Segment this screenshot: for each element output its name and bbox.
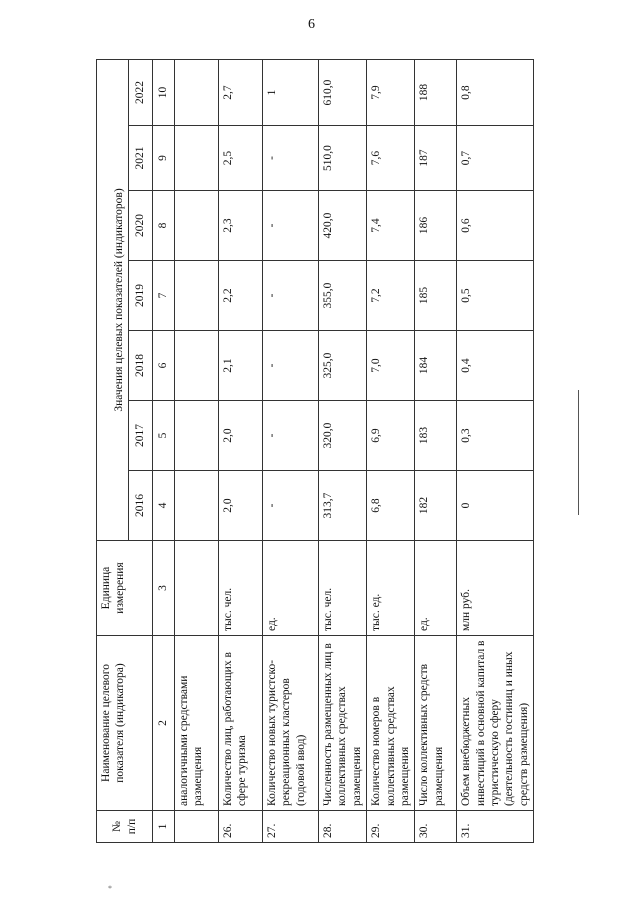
row-value: 7,6: [367, 126, 415, 191]
index-cell: 4: [153, 471, 175, 541]
row-unit: тыс. чел.: [319, 541, 367, 636]
index-row: [153, 59, 175, 842]
row-value: 7,9: [367, 59, 415, 125]
index-cell: 7: [153, 261, 175, 331]
row-value: 7,0: [367, 331, 415, 401]
row-value: 0,8: [457, 59, 534, 125]
index-cell: 2: [153, 636, 175, 811]
table-row: [457, 59, 534, 842]
header-unit: Единица измерения: [97, 541, 153, 636]
row-value: 0,7: [457, 126, 534, 191]
row-value: 355,0: [319, 261, 367, 331]
row-no: 29.: [367, 811, 415, 843]
row-value: 320,0: [319, 401, 367, 471]
row-unit: [175, 541, 219, 636]
index-cell: 3: [153, 541, 175, 636]
rotated-table-container: [96, 60, 542, 843]
row-value: 420,0: [319, 191, 367, 261]
row-value: -: [263, 331, 319, 401]
scan-mark: *: [108, 884, 112, 893]
row-name: Численность размещенных лиц в коллективных средствах размещения: [319, 636, 367, 811]
row-unit: млн руб.: [457, 541, 534, 636]
row-value: 510,0: [319, 126, 367, 191]
continuation-row: [175, 59, 219, 842]
table-row: [319, 59, 367, 842]
header-year: 2022: [129, 59, 153, 125]
header-no: № п/п: [97, 811, 153, 843]
row-name: Количество номеров в коллективных средствах размещения: [367, 636, 415, 811]
row-value: 7,4: [367, 191, 415, 261]
row-no: [175, 811, 219, 843]
row-no: 27.: [263, 811, 319, 843]
index-cell: 9: [153, 126, 175, 191]
row-value: -: [263, 401, 319, 471]
row-value: 187: [415, 126, 457, 191]
header-values-group: Значения целевых показателей (индикаторов): [97, 59, 129, 540]
row-value: 325,0: [319, 331, 367, 401]
row-name: Количество новых туристско-рекреационных кластеров (годовой ввод): [263, 636, 319, 811]
index-cell: 1: [153, 811, 175, 843]
table-row: [263, 59, 319, 842]
row-value: 183: [415, 401, 457, 471]
row-value: 0,3: [457, 401, 534, 471]
row-value: 2,0: [219, 401, 263, 471]
row-value: 0,5: [457, 261, 534, 331]
row-value: 313,7: [319, 471, 367, 541]
row-value: 610,0: [319, 59, 367, 125]
page-number: 6: [308, 17, 315, 32]
row-value: 0: [457, 471, 534, 541]
row-name: аналогичными средствами размещения: [175, 636, 219, 811]
row-value: 2,0: [219, 471, 263, 541]
row-no: 26.: [219, 811, 263, 843]
header-year: 2020: [129, 191, 153, 261]
row-unit: ед.: [263, 541, 319, 636]
row-value: 7,2: [367, 261, 415, 331]
table-row: [219, 59, 263, 842]
row-value: 185: [415, 261, 457, 331]
header-year: 2019: [129, 261, 153, 331]
row-value: -: [263, 191, 319, 261]
table-row: [415, 59, 457, 842]
row-value: 2,3: [219, 191, 263, 261]
row-value: 6,9: [367, 401, 415, 471]
header-name: Наименование целевого показателя (индикатора): [97, 636, 153, 811]
row-value: 2,1: [219, 331, 263, 401]
row-name: Объем внебюджетных инвестиций в основной капитал в туристическую сферу (деятельность гостиниц и иных средств размещения): [457, 636, 534, 811]
row-no: 31.: [457, 811, 534, 843]
row-value: 188: [415, 59, 457, 125]
row-value: -: [263, 126, 319, 191]
row-value: 2,2: [219, 261, 263, 331]
row-value: 0,4: [457, 331, 534, 401]
row-name: Количество лиц, работающих в сфере туризма: [219, 636, 263, 811]
row-unit: тыс. ед.: [367, 541, 415, 636]
index-cell: 5: [153, 401, 175, 471]
index-cell: 6: [153, 331, 175, 401]
row-unit: ед.: [415, 541, 457, 636]
row-value: 1: [263, 59, 319, 125]
header-year: 2017: [129, 401, 153, 471]
row-no: 30.: [415, 811, 457, 843]
header-year: 2021: [129, 126, 153, 191]
row-unit: тыс. чел.: [219, 541, 263, 636]
row-value: 0,6: [457, 191, 534, 261]
index-cell: 8: [153, 191, 175, 261]
row-value: 186: [415, 191, 457, 261]
row-value: 184: [415, 331, 457, 401]
row-value: -: [263, 471, 319, 541]
header-row-1: [97, 59, 129, 842]
row-no: 28.: [319, 811, 367, 843]
row-value: 2,5: [219, 126, 263, 191]
row-value: 6,8: [367, 471, 415, 541]
row-name: Число коллективных средств размещения: [415, 636, 457, 811]
header-year: 2016: [129, 471, 153, 541]
margin-line: [578, 390, 579, 515]
row-value: 2,7: [219, 59, 263, 125]
row-value: -: [263, 261, 319, 331]
row-value: 182: [415, 471, 457, 541]
indicators-table: [96, 59, 534, 843]
table-row: [367, 59, 415, 842]
index-cell: 10: [153, 59, 175, 125]
header-year: 2018: [129, 331, 153, 401]
